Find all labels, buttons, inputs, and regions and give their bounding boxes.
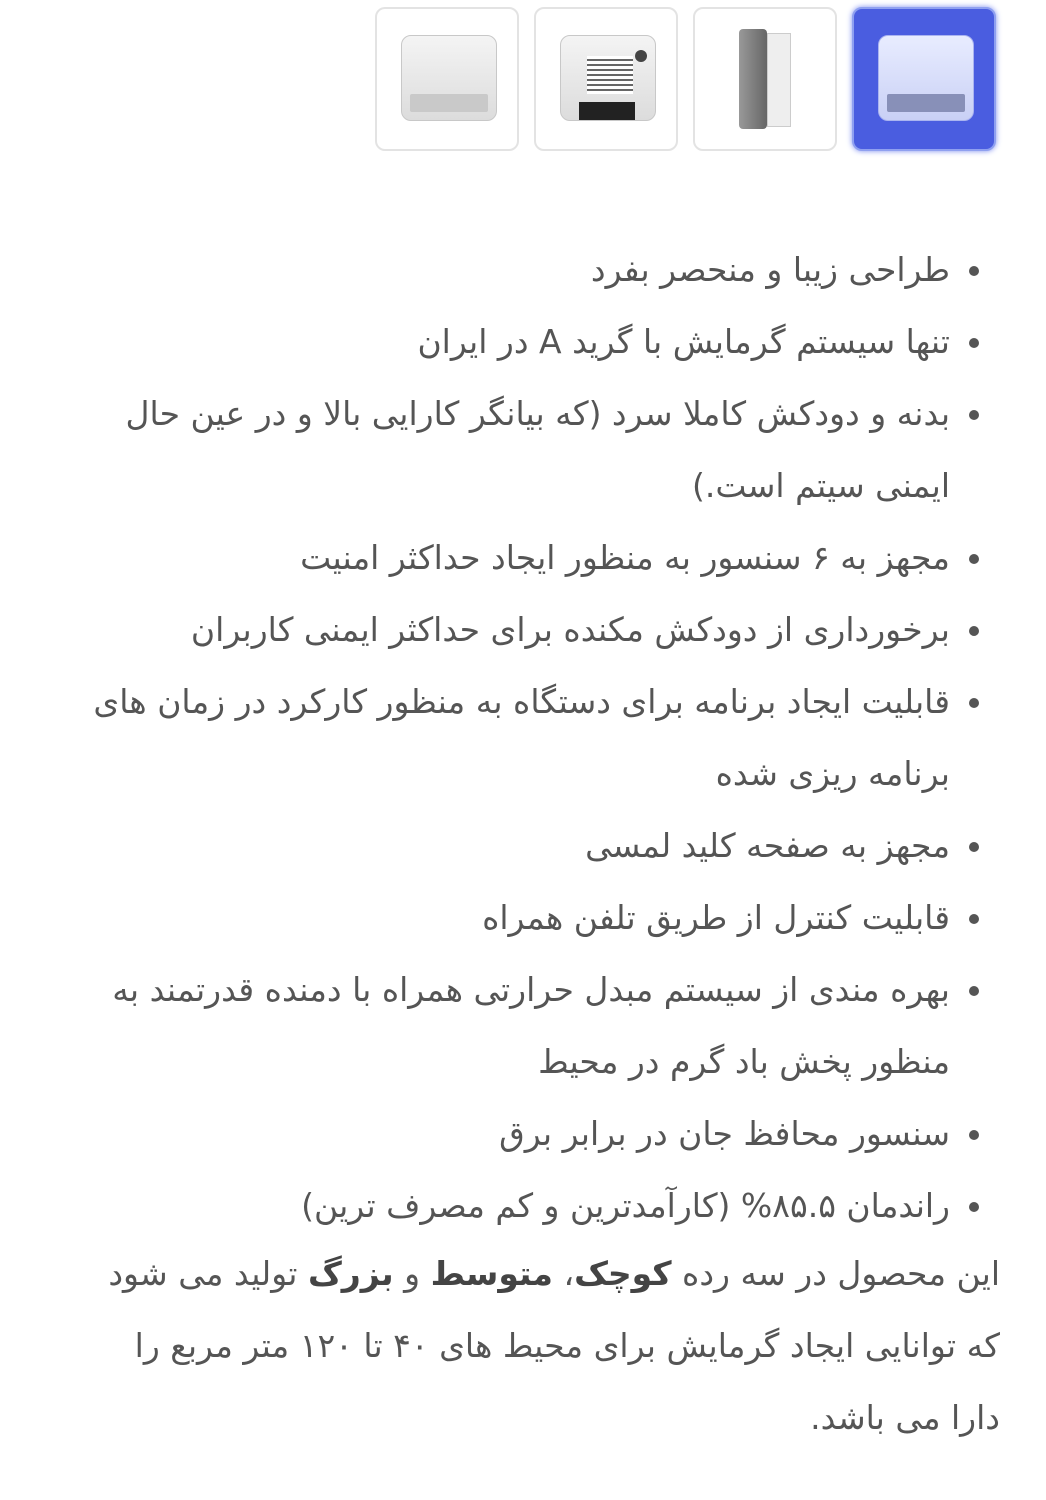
feature-list [55, 234, 950, 1242]
heater-image [878, 35, 974, 121]
separator: و [393, 1254, 431, 1293]
feature-item: برخورداری از دودکش مکنده برای حداکثر ایمنی کاربران [55, 594, 950, 666]
desc-text: تولید می شود که توانایی ایجاد گرمایش برای محیط های ۴۰ تا ۱۲۰ متر مربع را دارا می باشد. [108, 1254, 1000, 1437]
feature-item: قابلیت کنترل از طریق تلفن همراه [55, 882, 950, 954]
feature-item: قابلیت ایجاد برنامه برای دستگاه به منظور کارکرد در زمان های برنامه ریزی شده [55, 666, 950, 810]
heater-image [739, 29, 767, 129]
feature-item: تنها سیستم گرمایش با گرید A در ایران [55, 306, 950, 378]
feature-item: راندمان ۸۵.۵% (کارآمدترین و کم مصرف ترین) [55, 1170, 950, 1242]
thumbnail-back[interactable] [534, 7, 678, 151]
image-gallery [375, 7, 996, 151]
feature-item: مجهز به ۶ سنسور به منظور ایجاد حداکثر امنیت [55, 522, 950, 594]
thumbnail-front-selected[interactable] [852, 7, 996, 151]
feature-item: مجهز به صفحه کلید لمسی [55, 810, 950, 882]
size-small: کوچک [574, 1254, 672, 1293]
desc-text: این محصول در سه رده [671, 1254, 1000, 1293]
feature-item: بهره مندی از سیستم مبدل حرارتی همراه با دمنده قدرتمند به منظور پخش باد گرم در محیط [55, 954, 950, 1098]
heater-image [401, 35, 497, 121]
product-description [90, 1238, 1000, 1454]
size-medium: متوسط [430, 1254, 553, 1293]
feature-item: سنسور محافظ جان در برابر برق [55, 1098, 950, 1170]
thumbnail-front-angled[interactable] [375, 7, 519, 151]
heater-image [560, 35, 656, 121]
separator: ، [552, 1254, 575, 1293]
size-large: بزرگ [307, 1254, 394, 1293]
thumbnail-side[interactable] [693, 7, 837, 151]
feature-item: طراحی زیبا و منحصر بفرد [55, 234, 950, 306]
feature-item: بدنه و دودکش کاملا سرد (که بیانگر کارایی بالا و در عین حال ایمنی سیتم است.) [55, 378, 950, 522]
